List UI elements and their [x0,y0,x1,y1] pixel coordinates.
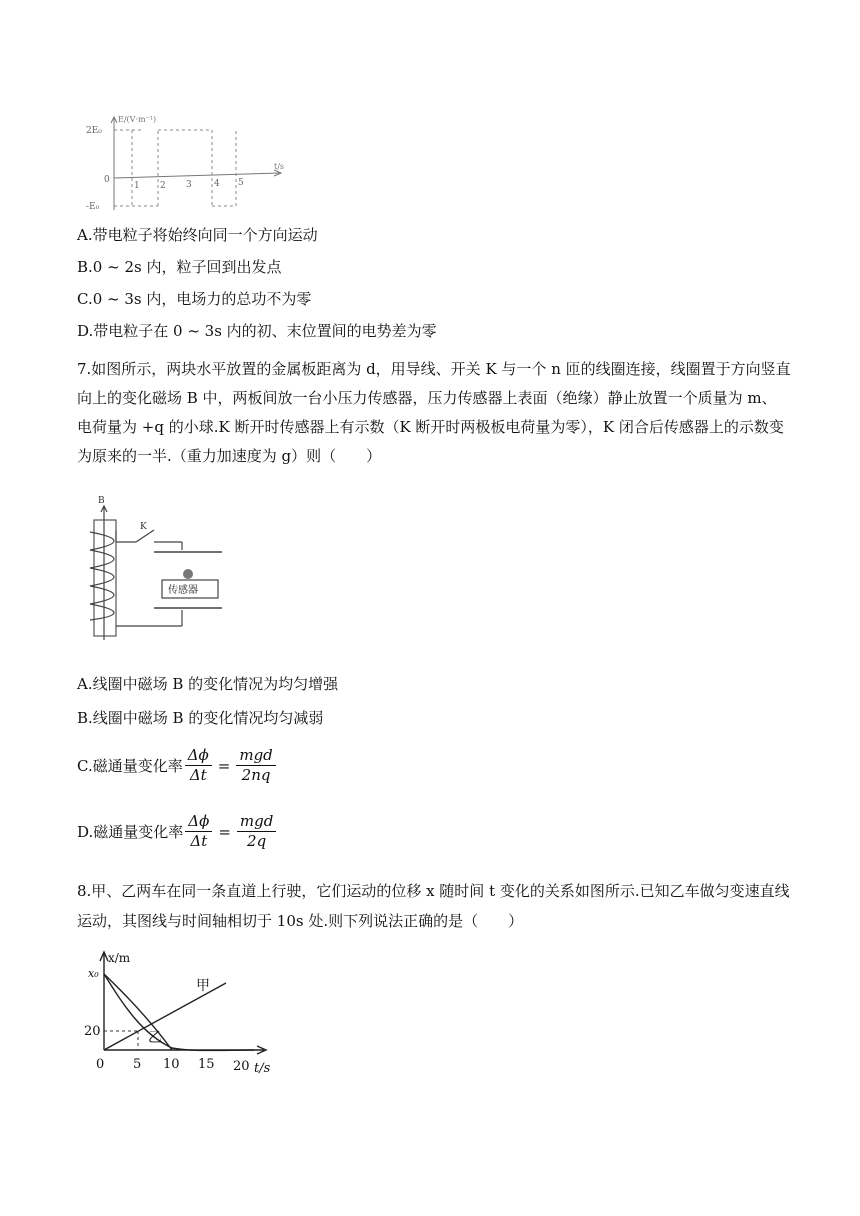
q6-option-c: C.0 ~ 3s 内，电场力的总功不为零 [77,290,312,308]
coil-capacitor-figure [82,492,232,642]
q7-option-c-rhs-num: mgd [236,746,275,766]
e-t-graph-figure [84,112,294,216]
q7-stem-line-1: 7.如图所示，两块水平放置的金属板距离为 d，用导线、开关 K 与一个 n 匝的线圈连接，线圈置于方向竖直 [77,360,791,378]
q7-option-d-lhs-num: Δϕ [185,812,212,832]
tick-2e0: 2E₀ [86,126,102,136]
q7-option-d-prefix: D.磁通量变化率 [77,823,184,841]
x-axis [114,173,280,178]
label-yi: 乙 [148,1030,162,1046]
q7-option-d-rhs-den: 2q [247,832,267,850]
b-label: B [98,496,105,506]
y-axis-label: x/m [108,951,131,965]
label-jia: 甲 [196,978,210,994]
x-axis-label: t/s [254,1061,271,1076]
tick-1: 1 [134,181,140,191]
x-t-graph-figure [84,944,284,1076]
tick-zero: 0 [104,175,110,185]
q7-option-d-rhs-num: mgd [237,812,276,832]
q7-option-c [77,746,278,785]
k-label: K [140,522,147,532]
q7-option-c-lhs-num: Δϕ [185,746,212,766]
tick-5: 5 [238,178,244,188]
tick-20: 20 [84,1024,101,1039]
q7-option-c-prefix: C.磁通量变化率 [77,757,183,775]
tick-20-x: 20 [233,1059,250,1074]
q8-stem-line-1: 8.甲、乙两车在同一条直道上行驶，它们运动的位移 x 随时间 t 变化的关系如图所示.已知乙车做匀变速直线 [77,882,790,900]
tick-15: 15 [198,1057,215,1072]
tick-3: 3 [186,180,192,190]
q7-option-d-rhs [237,812,276,851]
q7-stem-line-3: 电荷量为 +q 的小球.K 断开时传感器上有示数（K 断开时两极板电荷量为零），K 闭合后传感器上的示数变 [77,418,784,436]
x-axis-label: t/s [274,162,285,171]
tick-10: 10 [163,1057,180,1072]
q7-option-d [77,812,278,851]
q7-stem-line-4: 为原来的一半.（重力加速度为 g）则（ ） [77,447,382,465]
sensor-label: 传感器 [168,585,198,596]
tick-4: 4 [214,179,220,189]
x0-label: x₀ [88,967,99,980]
tick-5: 5 [133,1057,142,1072]
q7-option-b: B.线圈中磁场 B 的变化情况均匀减弱 [77,709,324,727]
q7-option-d-eq: = [218,822,231,841]
q8-stem-line-2: 运动，其图线与时间轴相切于 10s 处.则下列说法正确的是（ ） [77,912,524,930]
q7-option-d-lhs-den: Δt [190,832,208,850]
q7-option-c-lhs [185,746,212,785]
q7-stem-line-2: 向上的变化磁场 B 中，两板间放一台小压力传感器，压力传感器上表面（绝缘）静止放置一个质量为 m、 [77,389,777,407]
charged-ball [183,569,193,579]
curve-yi [104,974,254,1051]
q7-option-c-lhs-den: Δt [189,766,207,784]
q7-option-c-eq: = [217,756,231,775]
tick-2: 2 [160,181,166,191]
y-axis-label: E/(V·m⁻¹) [118,115,157,124]
q7-option-a: A.线圈中磁场 B 的变化情况为均匀增强 [77,675,339,693]
field-pulses [114,130,236,206]
q6-option-a: A.带电粒子将始终向同一个方向运动 [77,226,318,244]
q6-option-b: B.0 ~ 2s 内，粒子回到出发点 [77,258,282,276]
q7-option-c-rhs-den: 2nq [241,766,271,784]
q7-option-d-lhs [185,812,212,851]
tick-0: 0 [96,1057,105,1072]
tick-minus-e0: -E₀ [86,202,100,212]
q6-option-d: D.带电粒子在 0 ~ 3s 内的初、末位置间的电势差为零 [77,322,437,340]
q7-option-c-rhs [236,746,275,785]
